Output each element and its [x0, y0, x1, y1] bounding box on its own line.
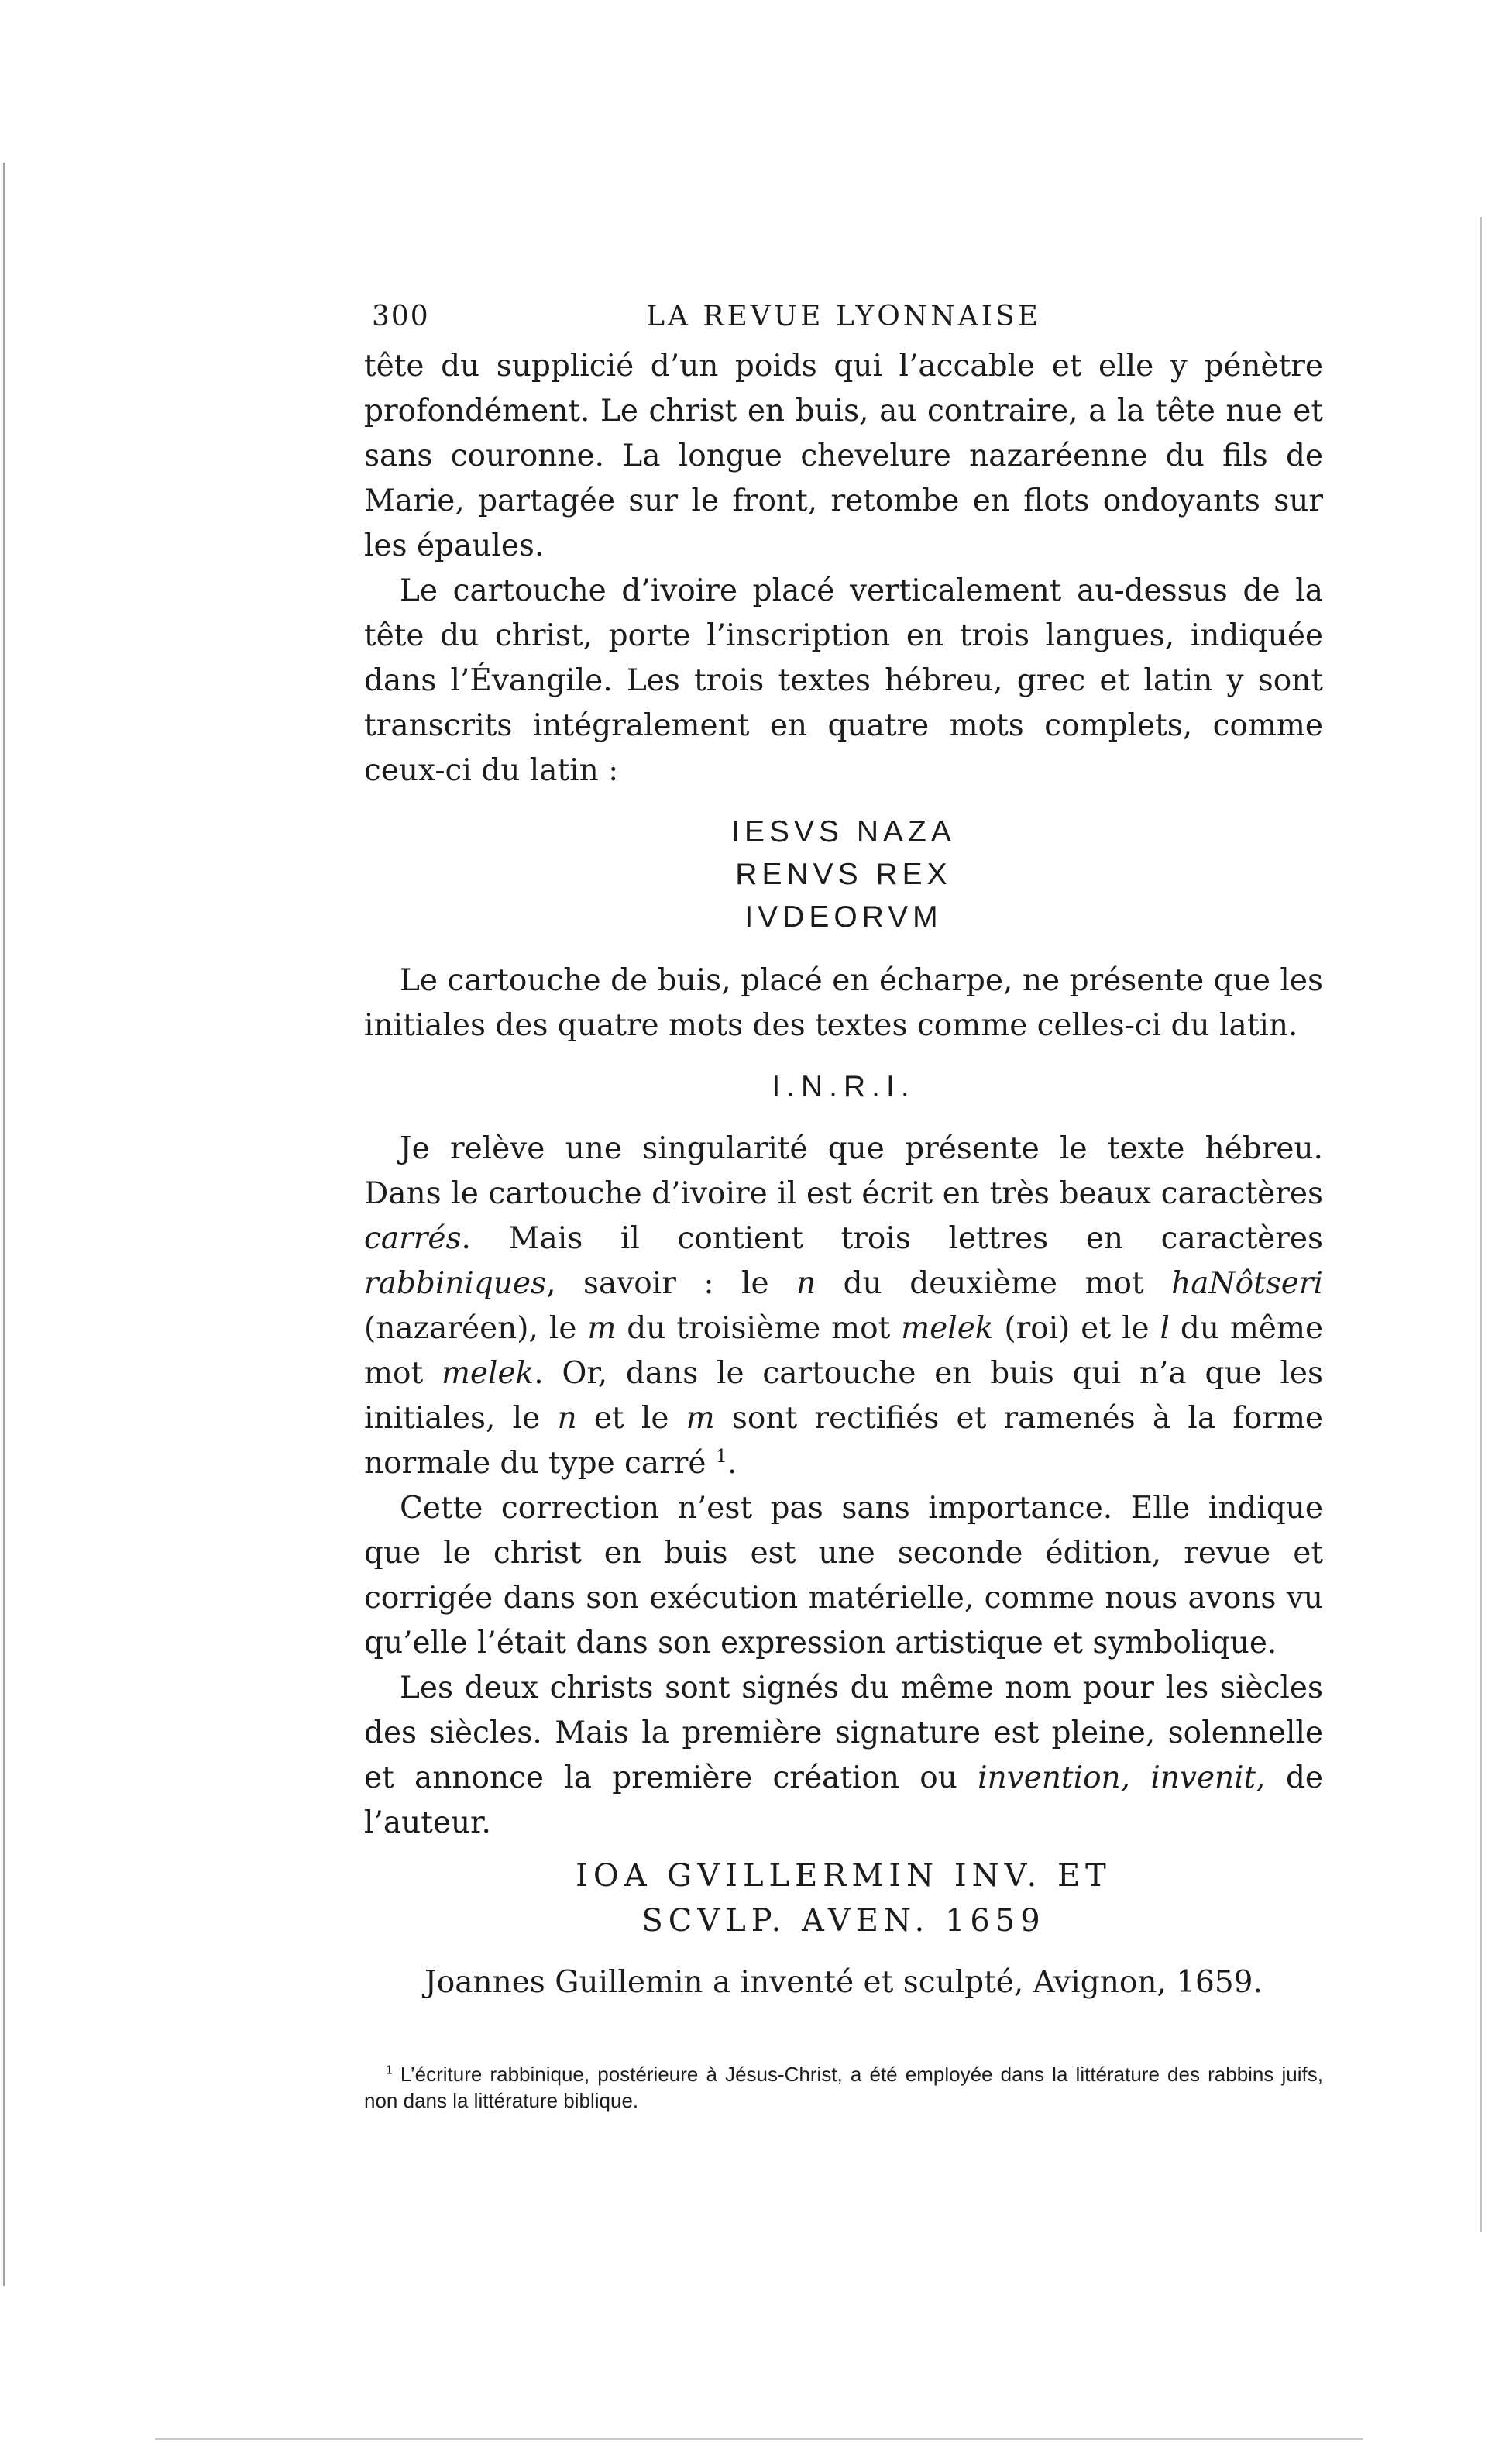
text-run: Je relève une singularité que présente le texte hébreu. Dans le cartouche d’ivoire il est écrit en très beaux caractères [364, 1131, 1323, 1211]
footnote [364, 2061, 1323, 2114]
text-run: (nazaréen), le [364, 1311, 588, 1346]
italic-letter: l [1160, 1311, 1170, 1346]
scan-margin-line-left [3, 163, 5, 2286]
italic-term: haNôtseri [1171, 1266, 1323, 1301]
page-number: 300 [372, 301, 430, 332]
inscription-line: IESVS NAZA [731, 815, 956, 848]
body-text-3 [364, 1127, 1323, 1846]
journal-title: LA REVUE LYONNAISE [646, 301, 1041, 332]
text-run: , de l’auteur. [364, 1760, 1323, 1840]
body-text-2 [364, 958, 1323, 1048]
text-run: du troisième mot [616, 1311, 902, 1346]
italic-term: melek [901, 1311, 994, 1346]
text-run: du même mot [364, 1311, 1324, 1391]
paragraph-boxwood-cartouche: Le cartouche de buis, placé en écharpe, ne présente que les initiales des quatre mots des textes comme celles-ci du latin. [364, 963, 1323, 1043]
text-run: , savoir : le [546, 1266, 797, 1301]
signature-translation: Joannes Guillemin a inventé et sculpté, Avignon, 1659. [424, 1965, 1263, 2000]
text-run: du deuxième mot [816, 1266, 1172, 1301]
footnote-text: L’écriture rabbinique, postérieure à Jésus-Christ, a été employée dans la littérature des rabbins juifs, non dans la littérature biblique. [364, 2063, 1323, 2112]
italic-letter: m [686, 1401, 715, 1436]
scan-bottom-edge [155, 2438, 1363, 2440]
footnote-reference[interactable]: 1 [715, 1445, 727, 1467]
scan-margin-line-right [1480, 217, 1482, 2232]
paragraph-ivory-cartouche: Le cartouche d’ivoire placé verticalement au-dessus de la tête du christ, porte l’inscription en trois langues, indiquée dans l’Évangile. Les trois textes hébreu, grec et latin y sont transcrits intégralement en quatre mots complets, comme ceux-ci du latin : [364, 573, 1323, 788]
footnote-marker: 1 [386, 2063, 393, 2077]
text-run: . [727, 1446, 737, 1481]
latin-inscription [364, 810, 1323, 938]
paragraph-hebrew-singularity [364, 1127, 1323, 1486]
paragraph-signatures [364, 1666, 1323, 1846]
italic-term: carrés [364, 1221, 462, 1256]
italic-letter: n [557, 1401, 577, 1436]
text-run: Les deux christs sont signés du même nom pour les siècles des siècles. Mais la première signature est pleine, solennelle et annonce la première création ou [364, 1671, 1323, 1795]
text-run: (roi) et le [993, 1311, 1160, 1346]
inri-initials: I.N.R.I. [772, 1070, 916, 1103]
italic-letter: m [587, 1311, 617, 1346]
signature-line: SCVLP. AVEN. 1659 [641, 1903, 1046, 1939]
inscription-line: IVDEORVM [744, 900, 943, 934]
text-run: . Mais il contient trois lettres en caractères [461, 1221, 1323, 1256]
text-run: et le [576, 1401, 686, 1436]
inscription-line: RENVS REX [735, 858, 952, 891]
text-run: . Or, dans le cartouche en buis qui n’a que les initiales, le [364, 1356, 1324, 1436]
italic-term: rabbiniques [364, 1266, 547, 1301]
italic-term: melek [441, 1356, 534, 1391]
signature-line: IOA GVILLERMIN INV. ET [576, 1858, 1112, 1894]
sculptor-signature [364, 1853, 1323, 1943]
running-head [364, 301, 1323, 344]
paragraph-correction: Cette correction n’est pas sans importance. Elle indique que le christ en buis est une seconde édition, revue et corrigée dans son exécution matérielle, comme nous avons vu qu’elle l’était dans son expression artistique et symbolique. [364, 1491, 1323, 1660]
body-text [364, 344, 1323, 793]
book-page [364, 301, 1323, 2114]
italic-term: invention, invenit [978, 1760, 1256, 1795]
italic-letter: n [796, 1266, 816, 1301]
paragraph-continued: tête du supplicié d’un poids qui l’accable et elle y pénètre profondément. Le christ en buis, au contraire, a la tête nue et sans couronne. La longue chevelure nazaréenne du fils de Marie, partagée sur le front, retombe en flots ondoyants sur les épaules. [364, 349, 1323, 563]
text-run: sont rectifiés et ramenés à la forme normale du type carré [364, 1401, 1324, 1481]
